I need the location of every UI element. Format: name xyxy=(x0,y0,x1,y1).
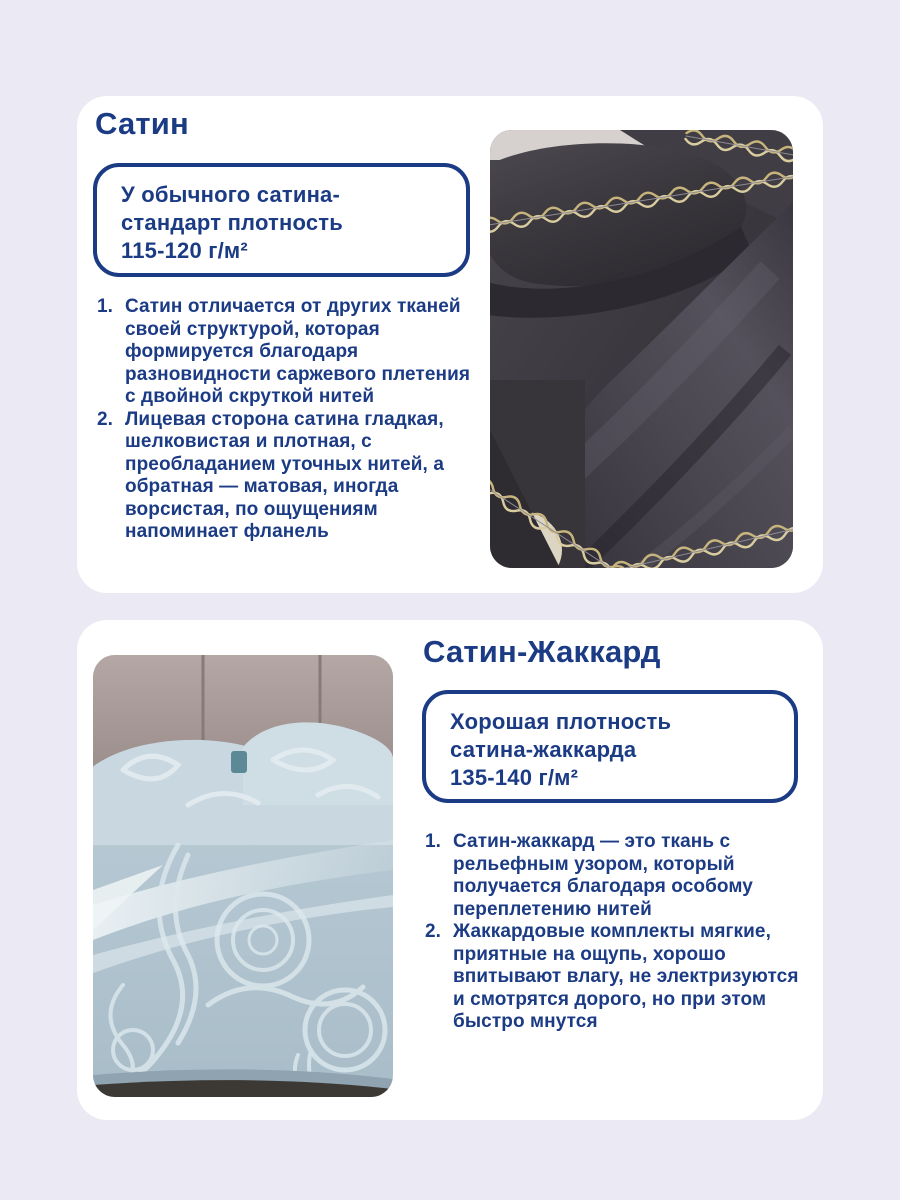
card-jacquard-title: Сатин-Жаккард xyxy=(423,634,661,669)
list-item-text: Лицевая сторона сатина гладкая, шелковистая и плотная, с преобладанием уточных нитей, а обратная — матовая, иногда ворсистая, по ощущениям напоминает фланель xyxy=(125,408,444,542)
list-item-number: 1. xyxy=(425,831,442,852)
card-jacquard xyxy=(77,620,823,1120)
card-jacquard-density-callout xyxy=(422,690,798,803)
callout-line: стандарт плотность xyxy=(121,210,343,235)
list-item-number: 2. xyxy=(97,408,114,430)
list-item-number: 1. xyxy=(97,296,114,317)
card-jacquard-feature-list xyxy=(425,831,802,1034)
card-satin xyxy=(77,96,823,593)
card-satin-density-callout xyxy=(93,163,470,277)
list-item xyxy=(97,296,479,409)
list-item-text: Сатин отличается от других тканей своей структурой, которая формируется благодаря разновидности саржевого плетения с двойной скруткой нитей xyxy=(125,296,471,407)
callout-line: Хорошая плотность xyxy=(450,709,672,734)
list-item-text: Жаккардовые комплекты мягкие, приятные на ощупь, хорошо впитывают влагу, не электризуются и смотрятся дорого, но при этом быстро мнутся xyxy=(453,921,799,1032)
blue-jacquard-bedding-photo xyxy=(93,655,393,1097)
callout-line: 115-120 г/м² xyxy=(121,238,248,263)
dark-satin-bedding-photo xyxy=(490,130,793,568)
callout-line: У обычного сатина- xyxy=(121,182,341,207)
list-item-text: Сатин-жаккард — это ткань с рельефным узором, который получается благодаря особому переплетению нитей xyxy=(453,831,753,920)
list-item xyxy=(425,921,802,1034)
list-item xyxy=(425,831,802,921)
list-item xyxy=(97,409,479,544)
list-item-number: 2. xyxy=(425,921,442,942)
card-satin-feature-list xyxy=(97,296,479,544)
callout-line: 135-140 г/м² xyxy=(450,765,579,790)
callout-line: сатина-жаккарда xyxy=(450,737,637,762)
card-satin-title: Сатин xyxy=(95,106,189,141)
